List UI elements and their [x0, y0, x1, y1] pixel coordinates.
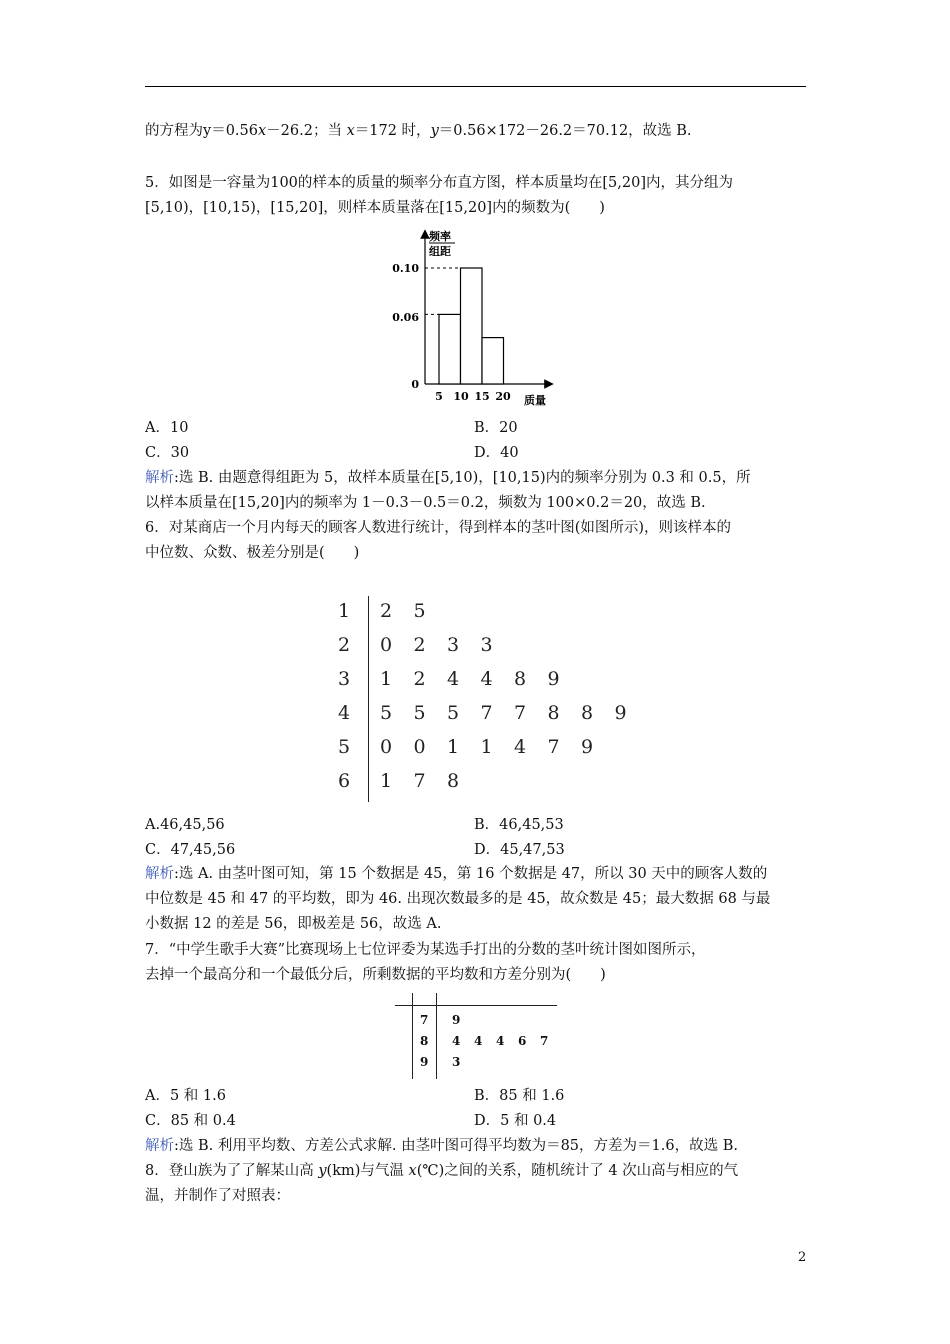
leaf: 1 — [380, 668, 393, 690]
leaf: 9 — [614, 702, 627, 724]
q7-left-divider — [412, 993, 413, 1079]
leaf: 2 — [413, 634, 426, 656]
stem: 3 — [338, 668, 351, 690]
stem: 8 — [420, 1034, 429, 1048]
q7-stem-leaf-plot — [395, 993, 560, 1081]
histogram-bar-3 — [482, 338, 504, 384]
stem: 1 — [338, 600, 351, 622]
leaf: 4 — [452, 1034, 461, 1048]
q8-stem-line2: 温，并制作了对照表： — [145, 1188, 290, 1204]
leaf: 1 — [380, 770, 393, 792]
leaf: 2 — [413, 668, 426, 690]
q6-stem-leaf-plot — [330, 596, 650, 806]
leaf: 5 — [447, 702, 460, 724]
q5-option-c: C．30 — [145, 445, 190, 461]
x-tick-10: 10 — [453, 390, 469, 403]
q5-stem-line1: 5．如图是一容量为100的样本的质量的频率分布直方图，样本质量均在[5,20]内，其分组为 — [145, 175, 733, 191]
leaf: 4 — [496, 1034, 505, 1048]
q5-option-a: A．10 — [145, 420, 189, 436]
histogram-bar-2 — [461, 268, 483, 384]
leaf: 9 — [581, 736, 594, 758]
q6-analysis-line3: 小数据 12 的差是 56，即极差是 56，故选 A. — [145, 916, 442, 932]
leaf: 8 — [514, 668, 527, 690]
q5-analysis-line1: 解析:选 B. 由题意得组距为 5，故样本质量在[5,10)，[10,15)内的频率分别为 0.3 和 0.5，所 — [145, 470, 751, 486]
leaf: 3 — [447, 634, 460, 656]
q5-option-d: D．40 — [474, 445, 519, 461]
leaf: 5 — [413, 600, 426, 622]
y-tick-0.10: 0.10 — [392, 262, 419, 275]
leaf: 5 — [380, 702, 393, 724]
q6-option-a: A.46,45,56 — [145, 817, 225, 833]
ylabel-bottom: 组距 — [429, 245, 451, 258]
leaf: 4 — [474, 1034, 483, 1048]
q6-option-d: D．45,47,53 — [474, 842, 565, 858]
q6-analysis-line2: 中位数是 45 和 47 的平均数，即为 46. 出现次数最多的是 45，故众数是 45；最大数据 68 与最 — [145, 891, 771, 907]
q7-stem-line2: 去掉一个最高分和一个最低分后，所剩数据的平均数和方差分别为( ) — [145, 967, 606, 983]
leaf: 9 — [452, 1013, 461, 1027]
leaf: 8 — [447, 770, 460, 792]
q7-option-a: A．5 和 1.6 — [145, 1088, 226, 1104]
leaf: 8 — [547, 702, 560, 724]
leaf: 1 — [447, 736, 460, 758]
stem: 2 — [338, 634, 351, 656]
leaf: 4 — [480, 668, 493, 690]
leaf: 1 — [480, 736, 493, 758]
leaf: 4 — [447, 668, 460, 690]
q6-option-c: C．47,45,56 — [145, 842, 236, 858]
q7-option-b: B．85 和 1.6 — [474, 1088, 565, 1104]
analysis-label: 解析 — [145, 1138, 174, 1154]
q5-analysis-line2: 以样本质量在[15,20]内的频率为 1－0.3－0.5＝0.2，频数为 100×0.2＝20，故选 B. — [145, 495, 706, 511]
leaf: 0 — [380, 736, 393, 758]
q7-top-rule — [395, 1005, 557, 1006]
continued-solution-line: 的方程为y＝0.56x－26.2；当 x＝172 时，y＝0.56×172－26.2＝70.12，故选 B. — [145, 123, 692, 139]
y-tick-0.06: 0.06 — [392, 311, 419, 324]
leaf: 6 — [518, 1034, 527, 1048]
histogram-bar-1 — [439, 314, 461, 384]
q6-analysis-line1: 解析:选 A. 由茎叶图可知，第 15 个数据是 45，第 16 个数据是 47，所以 30 天中的顾客人数的 — [145, 866, 768, 882]
leaf: 4 — [514, 736, 527, 758]
q7-mid-divider — [436, 993, 437, 1079]
leaf: 5 — [413, 702, 426, 724]
xlabel: 质量 — [524, 394, 546, 407]
stem: 7 — [420, 1013, 429, 1027]
ylabel-top: 频率 — [429, 230, 451, 243]
leaf: 7 — [480, 702, 493, 724]
q5-option-b: B．20 — [474, 420, 518, 436]
leaf: 0 — [413, 736, 426, 758]
analysis-label: 解析 — [145, 470, 174, 486]
q7-option-c: C．85 和 0.4 — [145, 1113, 236, 1129]
q5-histogram — [385, 228, 570, 410]
stem-leaf-divider — [368, 596, 369, 802]
q8-stem-line1: 8．登山族为了了解某山高 y(km)与气温 x(℃)之间的关系，随机统计了 4 次山高与相应的气 — [145, 1163, 739, 1179]
header-rule — [145, 86, 806, 87]
page-number: 2 — [798, 1250, 807, 1265]
x-tick-15: 15 — [474, 390, 490, 403]
stem: 4 — [338, 702, 351, 724]
x-tick-5: 5 — [435, 390, 443, 403]
q6-option-b: B．46,45,53 — [474, 817, 564, 833]
q7-analysis-line1: 解析:选 B. 利用平均数、方差公式求解. 由茎叶图可得平均数为＝85，方差为＝1.6，故选 B. — [145, 1138, 738, 1154]
leaf: 2 — [380, 600, 393, 622]
leaf: 7 — [514, 702, 527, 724]
q7-stem-line1: 7．“中学生歌手大赛”比赛现场上七位评委为某选手打出的分数的茎叶统计图如图所示， — [145, 942, 706, 958]
leaf: 0 — [380, 634, 393, 656]
leaf: 9 — [547, 668, 560, 690]
leaf: 8 — [581, 702, 594, 724]
stem: 6 — [338, 770, 351, 792]
leaf: 7 — [413, 770, 426, 792]
y-tick-0: 0 — [411, 378, 419, 391]
x-tick-20: 20 — [495, 390, 511, 403]
q7-option-d: D．5 和 0.4 — [474, 1113, 557, 1129]
q6-stem-line2: 中位数、众数、极差分别是( ) — [145, 545, 360, 561]
leaf: 7 — [547, 736, 560, 758]
q6-stem-line1: 6．对某商店一个月内每天的顾客人数进行统计，得到样本的茎叶图(如图所示)，则该样本的 — [145, 520, 732, 536]
analysis-label: 解析 — [145, 866, 174, 882]
stem: 9 — [420, 1055, 429, 1069]
stem: 5 — [338, 736, 351, 758]
leaf: 3 — [480, 634, 493, 656]
q5-stem-line2: [5,10)，[10,15)，[15,20]，则样本质量落在[15,20]内的频数为( ) — [145, 200, 605, 216]
leaf: 7 — [540, 1034, 549, 1048]
leaf: 3 — [452, 1055, 461, 1069]
